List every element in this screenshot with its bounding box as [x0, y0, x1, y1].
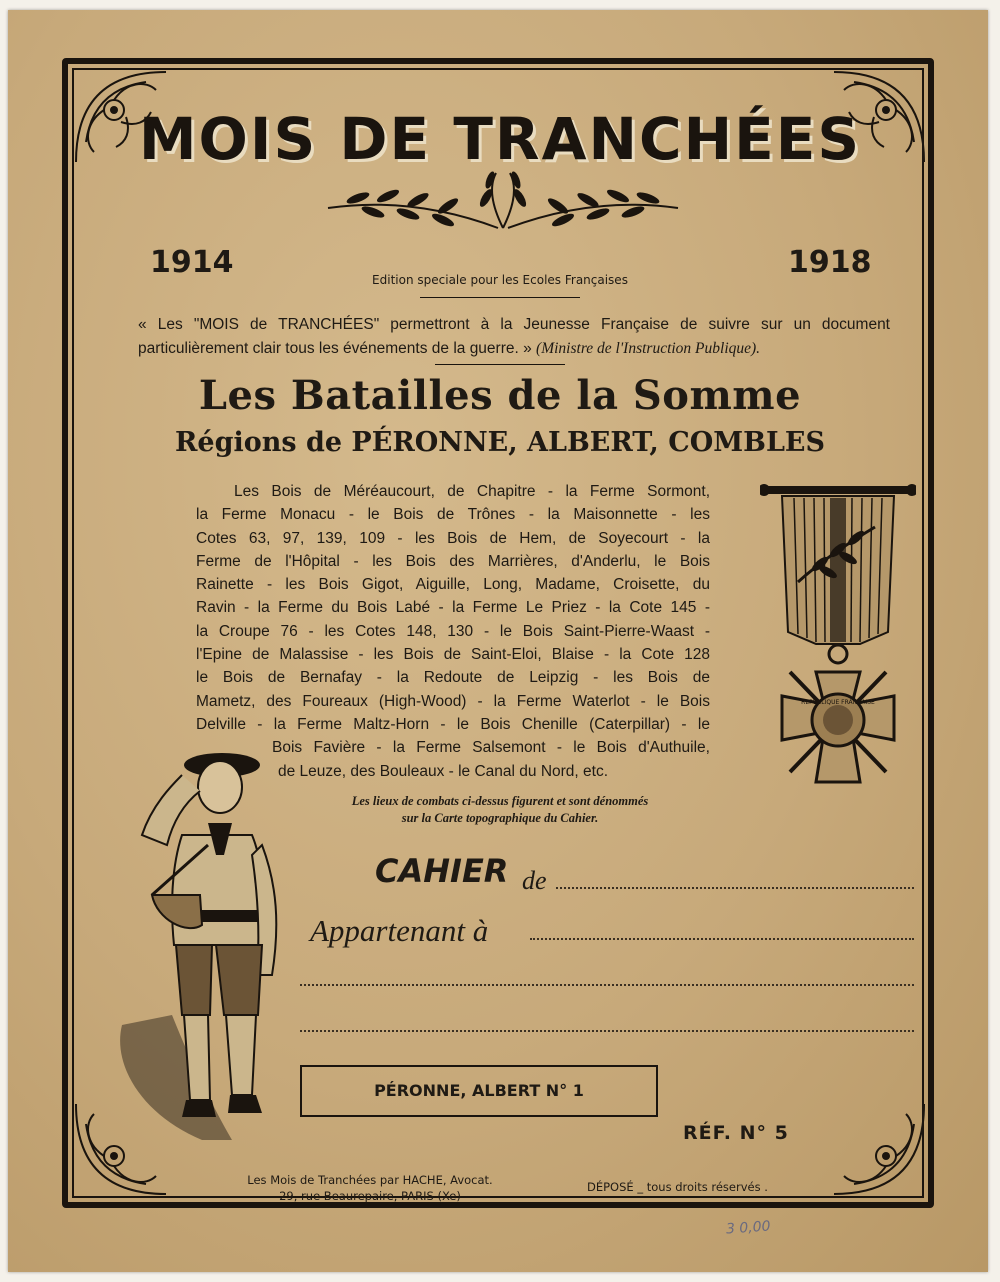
places-line: l'Epine de Malassise - les Bois de Saint-Eloi, Blaise - la Cote 128 [196, 646, 710, 664]
year-end: 1918 [788, 245, 872, 280]
divider-rule [435, 364, 565, 365]
places-line: la Ferme Monacu - le Bois de Trônes - la Maisonnette - les [196, 506, 710, 524]
main-heading: Les Batailles de la Somme [198, 372, 802, 419]
publisher-footer [200, 1172, 540, 1204]
owner-name-line-3[interactable] [300, 1030, 914, 1032]
cahier-de-label: de [522, 866, 547, 895]
map-note-line: Les lieux de combats ci-dessus figurent et sont dénommés [351, 794, 649, 808]
places-line: la Croupe 76 - les Cotes 148, 130 - le Bois Saint-Pierre-Waast - [196, 622, 710, 640]
quote-source: (Ministre de l'Instruction Publique). [536, 340, 761, 357]
region-box: PÉRONNE, ALBERT N° 1 [300, 1065, 658, 1117]
places-line: Mametz, des Foureaux (High-Wood) - la Ferme Waterlot - le Bois [196, 692, 710, 710]
places-line: Ferme de l'Hôpital - les Bois des Marrières, d'Anderlu, le Bois [196, 552, 710, 570]
reference-number: RÉF. N° 5 [683, 1122, 789, 1144]
handwritten-note: 3 0,00 [725, 1218, 772, 1238]
cover-title: MOIS DE TRANCHÉES [138, 105, 862, 173]
minister-quote [138, 313, 890, 361]
divider-rule [420, 297, 580, 298]
places-line: Cotes 63, 97, 139, 109 - les Bois de Hem, de Soyecourt - la [196, 529, 710, 547]
map-note-line: sur la Carte topographique du Cahier. [401, 811, 599, 825]
cahier-label: CAHIER [375, 852, 509, 890]
places-line: de Leuze, des Bouleaux - le Canal du Nord, etc. [278, 762, 609, 780]
appartenant-label: Appartenant à [310, 913, 489, 948]
battle-places-paragraph [196, 480, 710, 783]
edition-subtitle: Edition speciale pour les Ecoles Françaises [372, 273, 628, 287]
saluting-boy-icon [112, 745, 292, 1145]
owner-name-line-2[interactable] [300, 984, 914, 986]
croix-de-guerre-medal-icon [760, 482, 916, 807]
owner-name-line[interactable] [530, 938, 914, 940]
year-start: 1914 [150, 245, 234, 280]
corner-ornament-bottom-right-icon [824, 1094, 934, 1204]
map-note [300, 793, 700, 827]
medal-inscription: REPUBLIQUE FRANCAISE [801, 699, 875, 706]
places-line: Ravin - la Ferme du Bois Labé - la Ferme Le Priez - la Cote 145 - [196, 599, 710, 617]
places-line: Bois Favière - la Ferme Salsemont - le Bois d'Authuile, [272, 739, 710, 757]
places-line: Rainette - les Bois Gigot, Aiguille, Long, Madame, Croisette, du [196, 576, 710, 594]
publisher-line: Les Mois de Tranchées par HACHE, Avocat. [247, 1173, 493, 1187]
sub-heading: Régions de PÉRONNE, ALBERT, COMBLES [174, 427, 826, 458]
rights-footer: DÉPOSÉ _ tous droits réservés . [587, 1180, 768, 1194]
places-line: Les Bois de Méréaucourt, de Chapitre - la Ferme Sormont, [234, 483, 710, 500]
places-line: Delville - la Ferme Maltz-Horn - le Bois Chenille (Caterpillar) - le [196, 715, 710, 733]
publisher-address: 29, rue Beaurepaire, PARIS (Xe) [279, 1189, 461, 1203]
places-line: le Bois de Bernafay - la Redoute de Leipzig - les Bois de [196, 669, 710, 687]
laurel-branch-icon [318, 168, 688, 248]
cahier-name-line[interactable] [556, 887, 914, 889]
quote-text: « Les "MOIS de TRANCHÉES" permettront à la Jeunesse Française de suivre sur un document particulièrement clair tous les événements de la guerre. » [138, 316, 890, 357]
